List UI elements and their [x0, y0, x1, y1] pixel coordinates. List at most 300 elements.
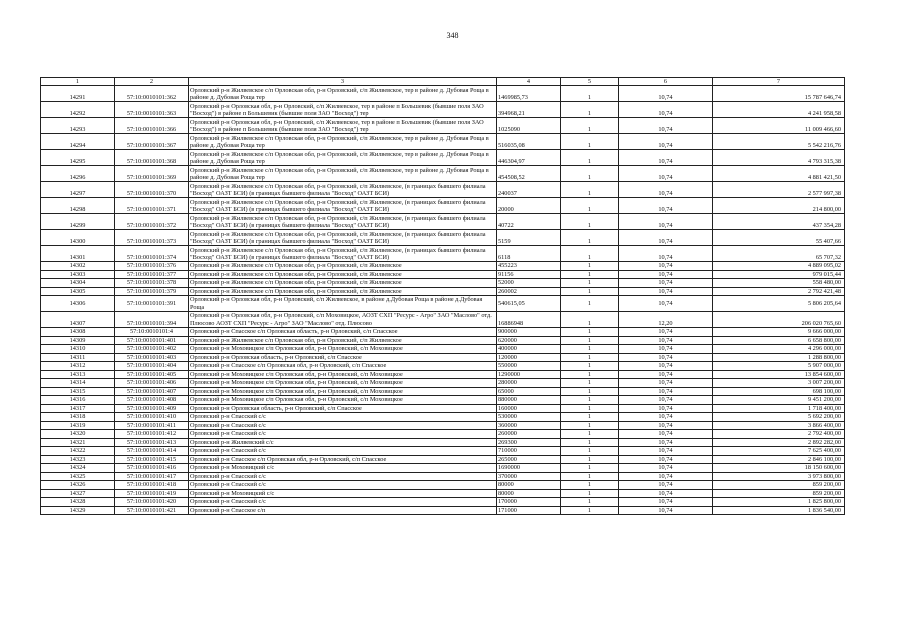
value-cell: 9 451 200,00	[713, 396, 845, 405]
rate-cell: 12,20	[619, 312, 713, 328]
cadastral-number-cell: 57:10:0010101:394	[115, 312, 189, 328]
value-cell: 214 800,00	[713, 198, 845, 214]
area-cell: 360000	[497, 421, 561, 430]
cadastral-number-cell: 57:10:0010101:405	[115, 370, 189, 379]
cadastral-number-cell: 57:10:0010101:362	[115, 86, 189, 102]
area-cell: 446304,97	[497, 150, 561, 166]
count-cell: 1	[561, 150, 619, 166]
area-cell: 240037	[497, 182, 561, 198]
table-row	[41, 279, 845, 288]
table-row	[41, 166, 845, 182]
value-cell: 437 354,28	[713, 214, 845, 230]
row-number-cell: 14297	[41, 182, 115, 198]
rate-cell: 10,74	[619, 270, 713, 279]
row-number-cell: 14293	[41, 118, 115, 134]
rate-cell: 10,74	[619, 279, 713, 288]
table-row	[41, 328, 845, 337]
row-number-cell: 14327	[41, 489, 115, 498]
column-header: 2	[115, 78, 189, 86]
count-cell: 1	[561, 387, 619, 396]
table-row	[41, 262, 845, 271]
rate-cell: 10,74	[619, 262, 713, 271]
cadastral-number-cell: 57:10:0010101:401	[115, 336, 189, 345]
cadastral-number-cell: 57:10:0010101:412	[115, 430, 189, 439]
cadastral-number-cell: 57:10:0010101:378	[115, 279, 189, 288]
cadastral-number-cell: 57:10:0010101:416	[115, 464, 189, 473]
count-cell: 1	[561, 134, 619, 150]
count-cell: 1	[561, 430, 619, 439]
count-cell: 1	[561, 296, 619, 312]
rate-cell: 10,74	[619, 118, 713, 134]
count-cell: 1	[561, 345, 619, 354]
value-cell: 859 200,00	[713, 481, 845, 490]
rate-cell: 10,74	[619, 102, 713, 118]
value-cell: 4 889 095,02	[713, 262, 845, 271]
column-header: 7	[713, 78, 845, 86]
row-number-cell: 14314	[41, 379, 115, 388]
area-cell: 20000	[497, 198, 561, 214]
value-cell: 859 200,00	[713, 489, 845, 498]
rate-cell: 10,74	[619, 230, 713, 246]
address-cell: Орловский р-н Жилвевское с/п Орловская обл, р-н Орловский, с/п Жилвевское, тер в районе д. Дубовая Роща в районе д. Дубовая Роща тер	[189, 150, 497, 166]
count-cell: 1	[561, 379, 619, 388]
area-cell: 269300	[497, 438, 561, 447]
rate-cell: 10,74	[619, 489, 713, 498]
cadastral-number-cell: 57:10:0010101:372	[115, 214, 189, 230]
rate-cell: 10,74	[619, 345, 713, 354]
rate-cell: 10,74	[619, 150, 713, 166]
address-cell: Орловский р-н Жилвевское с/п Орловская обл, р-н Орловский, с/п Жилвевское	[189, 270, 497, 279]
cadastral-number-cell: 57:10:0010101:419	[115, 489, 189, 498]
area-cell: 80000	[497, 489, 561, 498]
cadastral-number-cell: 57:10:0010101:377	[115, 270, 189, 279]
value-cell: 2 792 400,00	[713, 430, 845, 439]
area-cell: 5159	[497, 230, 561, 246]
count-cell: 1	[561, 498, 619, 507]
rate-cell: 10,74	[619, 362, 713, 371]
rate-cell: 10,74	[619, 498, 713, 507]
value-cell: 1 836 540,00	[713, 506, 845, 515]
area-cell: 171000	[497, 506, 561, 515]
address-cell: Орловский р-н Моховицкий с/с	[189, 464, 497, 473]
value-cell: 1 288 800,00	[713, 353, 845, 362]
row-number-cell: 14305	[41, 287, 115, 296]
address-cell: Орловский р-н Спасское с/п Орловская область, р-н Орловский, с/п Спасское	[189, 328, 497, 337]
address-cell: Орловский р-н Жилвевское с/п Орловская обл, р-н Орловский, с/п Жилвевское, тер в районе д. Дубовая Роща в районе д. Дубовая Роща тер	[189, 86, 497, 102]
rate-cell: 10,74	[619, 396, 713, 405]
row-number-cell: 14304	[41, 279, 115, 288]
cadastral-number-cell: 57:10:0010101:409	[115, 404, 189, 413]
count-cell: 1	[561, 421, 619, 430]
table-row	[41, 287, 845, 296]
area-cell: 1690000	[497, 464, 561, 473]
count-cell: 1	[561, 481, 619, 490]
area-cell: 370000	[497, 472, 561, 481]
row-number-cell: 14308	[41, 328, 115, 337]
address-cell: Орловский р-н Жилвевское с/п Орловская обл, р-н Орловский, с/п Жилвевское, тер в районе д. Дубовая Роща в районе д. Дубовая Роща тер	[189, 166, 497, 182]
cadastral-number-cell: 57:10:0010101:421	[115, 506, 189, 515]
cadastral-number-cell: 57:10:0010101:371	[115, 198, 189, 214]
value-cell: 3 973 800,00	[713, 472, 845, 481]
address-cell: Орловский р-н Орловская обл, р-н Орловский, с/п Жилвевское, тер в районе п Большевик (бывшие поля ЗАО "Восход") в районе п Большевик (бывшие поля ЗАО "Восход") тер	[189, 102, 497, 118]
area-cell: 52000	[497, 279, 561, 288]
rate-cell: 10,74	[619, 86, 713, 102]
cadastral-number-cell: 57:10:0010101:411	[115, 421, 189, 430]
table-row	[41, 214, 845, 230]
row-number-cell: 14309	[41, 336, 115, 345]
count-cell: 1	[561, 279, 619, 288]
table-row	[41, 134, 845, 150]
count-cell: 1	[561, 464, 619, 473]
row-number-cell: 14325	[41, 472, 115, 481]
rate-cell: 10,74	[619, 481, 713, 490]
value-cell: 6 658 800,00	[713, 336, 845, 345]
address-cell: Орловский р-н Спасский с/с	[189, 413, 497, 422]
rate-cell: 10,74	[619, 404, 713, 413]
rate-cell: 10,74	[619, 464, 713, 473]
address-cell: Орловский р-н Спасское с/п	[189, 506, 497, 515]
row-number-cell: 14307	[41, 312, 115, 328]
value-cell: 4 241 958,58	[713, 102, 845, 118]
table-row	[41, 396, 845, 405]
area-cell: 40722	[497, 214, 561, 230]
row-number-cell: 14302	[41, 262, 115, 271]
address-cell: Орловский р-н Жилвевское с/п Орловская обл, р-н Орловский, с/п Жилвевское	[189, 279, 497, 288]
row-number-cell: 14320	[41, 430, 115, 439]
value-cell: 979 015,44	[713, 270, 845, 279]
row-number-cell: 14292	[41, 102, 115, 118]
count-cell: 1	[561, 246, 619, 262]
value-cell: 4 881 421,50	[713, 166, 845, 182]
row-number-cell: 14291	[41, 86, 115, 102]
table-row	[41, 353, 845, 362]
rate-cell: 10,74	[619, 379, 713, 388]
address-cell: Орловский р-н Спасский с/с	[189, 481, 497, 490]
cadastral-number-cell: 57:10:0010101:366	[115, 118, 189, 134]
value-cell: 5 692 200,00	[713, 413, 845, 422]
row-number-cell: 14299	[41, 214, 115, 230]
cadastral-number-cell: 57:10:0010101:402	[115, 345, 189, 354]
table-row	[41, 489, 845, 498]
row-number-cell: 14318	[41, 413, 115, 422]
area-cell: 400000	[497, 345, 561, 354]
row-number-cell: 14312	[41, 362, 115, 371]
table-row	[41, 379, 845, 388]
table-header-row	[41, 78, 845, 86]
rate-cell: 10,74	[619, 421, 713, 430]
rate-cell: 10,74	[619, 455, 713, 464]
count-cell: 1	[561, 472, 619, 481]
area-cell: 260000	[497, 430, 561, 439]
value-cell: 5 806 205,64	[713, 296, 845, 312]
row-number-cell: 14313	[41, 370, 115, 379]
row-number-cell: 14303	[41, 270, 115, 279]
row-number-cell: 14326	[41, 481, 115, 490]
address-cell: Орловский р-н Моховицкий с/с	[189, 489, 497, 498]
rate-cell: 10,74	[619, 198, 713, 214]
area-cell: 120000	[497, 353, 561, 362]
area-cell: 260002	[497, 287, 561, 296]
rate-cell: 10,74	[619, 328, 713, 337]
area-cell: 16886948	[497, 312, 561, 328]
value-cell: 18 150 600,00	[713, 464, 845, 473]
value-cell: 7 625 400,00	[713, 447, 845, 456]
count-cell: 1	[561, 270, 619, 279]
address-cell: Орловский р-н Спасский с/с	[189, 430, 497, 439]
rate-cell: 10,74	[619, 182, 713, 198]
address-cell: Орловский р-н Спасское с/п Орловская обл, р-н Орловский, с/п Спасское	[189, 455, 497, 464]
address-cell: Орловский р-н Моховицкое с/п Орловская обл, р-н Орловский, с/п Моховицкое	[189, 379, 497, 388]
rate-cell: 10,74	[619, 506, 713, 515]
row-number-cell: 14321	[41, 438, 115, 447]
column-header: 6	[619, 78, 713, 86]
area-cell: 620000	[497, 336, 561, 345]
table-row	[41, 387, 845, 396]
rate-cell: 10,74	[619, 287, 713, 296]
table-row	[41, 198, 845, 214]
row-number-cell: 14316	[41, 396, 115, 405]
value-cell: 2 792 421,48	[713, 287, 845, 296]
rate-cell: 10,74	[619, 296, 713, 312]
row-number-cell: 14301	[41, 246, 115, 262]
table-row	[41, 296, 845, 312]
row-number-cell: 14296	[41, 166, 115, 182]
table-row	[41, 404, 845, 413]
area-cell: 880000	[497, 396, 561, 405]
table-row	[41, 86, 845, 102]
value-cell: 2 846 100,00	[713, 455, 845, 464]
cadastral-number-cell: 57:10:0010101:370	[115, 182, 189, 198]
rate-cell: 10,74	[619, 447, 713, 456]
table-row	[41, 430, 845, 439]
row-number-cell: 14329	[41, 506, 115, 515]
count-cell: 1	[561, 506, 619, 515]
cadastral-number-cell: 57:10:0010101:408	[115, 396, 189, 405]
row-number-cell: 14294	[41, 134, 115, 150]
column-header: 5	[561, 78, 619, 86]
table-row	[41, 447, 845, 456]
cadastral-number-cell: 57:10:0010101:406	[115, 379, 189, 388]
row-number-cell: 14295	[41, 150, 115, 166]
rate-cell: 10,74	[619, 413, 713, 422]
count-cell: 1	[561, 404, 619, 413]
value-cell: 2 577 997,38	[713, 182, 845, 198]
count-cell: 1	[561, 86, 619, 102]
value-cell: 2 892 282,00	[713, 438, 845, 447]
count-cell: 1	[561, 438, 619, 447]
land-plots-table	[40, 77, 845, 515]
address-cell: Орловский р-н Орловская обл, р-н Орловский, с/п Моховицкое, АОЗТ СХП "Ресурс - Агро" ЗАО "Маслово" отд. Плюсово АОЗТ СХП "Ресурс - Агро" ЗАО "Маслово" отд. Плюсово	[189, 312, 497, 328]
address-cell: Орловский р-н Моховицкое с/п Орловская обл, р-н Орловский, с/п Моховицкое	[189, 370, 497, 379]
rate-cell: 10,74	[619, 438, 713, 447]
table-row	[41, 438, 845, 447]
table-row	[41, 246, 845, 262]
count-cell: 1	[561, 396, 619, 405]
cadastral-number-cell: 57:10:0010101:404	[115, 362, 189, 371]
rate-cell: 10,74	[619, 370, 713, 379]
area-cell: 91156	[497, 270, 561, 279]
table-row	[41, 464, 845, 473]
value-cell: 3 007 200,00	[713, 379, 845, 388]
value-cell: 1 718 400,00	[713, 404, 845, 413]
area-cell: 80000	[497, 481, 561, 490]
value-cell: 55 407,66	[713, 230, 845, 246]
area-cell: 1469985,73	[497, 86, 561, 102]
address-cell: Орловский р-н Спасский с/с	[189, 498, 497, 507]
row-number-cell: 14300	[41, 230, 115, 246]
table-row	[41, 421, 845, 430]
address-cell: Орловский р-н Моховицкое с/п Орловская обл, р-н Орловский, с/п Моховицкое	[189, 396, 497, 405]
row-number-cell: 14310	[41, 345, 115, 354]
row-number-cell: 14319	[41, 421, 115, 430]
table-row	[41, 413, 845, 422]
row-number-cell: 14298	[41, 198, 115, 214]
count-cell: 1	[561, 328, 619, 337]
count-cell: 1	[561, 214, 619, 230]
count-cell: 1	[561, 362, 619, 371]
table-row	[41, 182, 845, 198]
cadastral-number-cell: 57:10:0010101:391	[115, 296, 189, 312]
address-cell: Орловский р-н Жилвевское с/п Орловская обл, р-н Орловский, с/п Жилвевское, тер в районе д. Дубовая Роща в районе д. Дубовая Роща тер	[189, 134, 497, 150]
table-row	[41, 506, 845, 515]
value-cell: 15 787 646,74	[713, 86, 845, 102]
address-cell: Орловский р-н Моховицкое с/п Орловская обл, р-н Орловский, с/п Моховицкое	[189, 387, 497, 396]
address-cell: Орловский р-н Орловская обл, р-н Орловский, с/п Жилвевское, тер в районе п Большевик (бывшие поля ЗАО "Восход") в районе п Большевик (бывшие поля ЗАО "Восход") тер	[189, 118, 497, 134]
value-cell: 698 100,00	[713, 387, 845, 396]
count-cell: 1	[561, 182, 619, 198]
area-cell: 900000	[497, 328, 561, 337]
column-header: 3	[189, 78, 497, 86]
area-cell: 454508,52	[497, 166, 561, 182]
count-cell: 1	[561, 118, 619, 134]
count-cell: 1	[561, 447, 619, 456]
area-cell: 160000	[497, 404, 561, 413]
column-header: 4	[497, 78, 561, 86]
cadastral-number-cell: 57:10:0010101:376	[115, 262, 189, 271]
area-cell: 1025090	[497, 118, 561, 134]
count-cell: 1	[561, 262, 619, 271]
address-cell: Орловский р-н Жилвевское с/п Орловская обл, р-н Орловский, с/п Жилвевское, (в границах бывшего филиала "Восход" ОАЗТ БСИ) (в границах бывшего филиала "Восход" ОАЗТ БСИ)	[189, 246, 497, 262]
row-number-cell: 14317	[41, 404, 115, 413]
table-row	[41, 455, 845, 464]
address-cell: Орловский р-н Моховицкое с/п Орловская обл, р-н Орловский, с/п Моховицкое	[189, 345, 497, 354]
cadastral-number-cell: 57:10:0010101:379	[115, 287, 189, 296]
cadastral-number-cell: 57:10:0010101:374	[115, 246, 189, 262]
count-cell: 1	[561, 312, 619, 328]
count-cell: 1	[561, 230, 619, 246]
column-header: 1	[41, 78, 115, 86]
count-cell: 1	[561, 413, 619, 422]
table-row	[41, 270, 845, 279]
cadastral-number-cell: 57:10:0010101:420	[115, 498, 189, 507]
area-cell: 455223	[497, 262, 561, 271]
page-number: 348	[446, 31, 459, 40]
rate-cell: 10,74	[619, 472, 713, 481]
address-cell: Орловский р-н Жилвевское с/п Орловская обл, р-н Орловский, с/п Жилвевское, (в границах бывшего филиала "Восход" ОАЗТ БСИ) (в границах бывшего филиала "Восход" ОАЗТ БСИ)	[189, 214, 497, 230]
table-row	[41, 472, 845, 481]
area-cell: 394968,21	[497, 102, 561, 118]
table-row	[41, 370, 845, 379]
table-row	[41, 230, 845, 246]
address-cell: Орловский р-н Жилвевское с/п Орловская обл, р-н Орловский, с/п Жилвевское	[189, 262, 497, 271]
count-cell: 1	[561, 287, 619, 296]
address-cell: Орловский р-н Жилвевское с/п Орловская обл, р-н Орловский, с/п Жилвевское	[189, 287, 497, 296]
address-cell: Орловский р-н Орловская область, р-н Орловский, с/п Спасское	[189, 353, 497, 362]
address-cell: Орловский р-н Жилвевское с/п Орловская обл, р-н Орловский, с/п Жилвевское, (в границах бывшего филиала "Восход" ОАЗТ БСИ) (в границах бывшего филиала "Восход" ОАЗТ БСИ)	[189, 230, 497, 246]
rate-cell: 10,74	[619, 214, 713, 230]
area-cell: 530000	[497, 413, 561, 422]
rate-cell: 10,74	[619, 166, 713, 182]
address-cell: Орловский р-н Жилвевское с/п Орловская обл, р-н Орловский, с/п Жилвевское, (в границах бывшего филиала "Восход" ОАЗТ БСИ) (в границах бывшего филиала "Восход" ОАЗТ БСИ)	[189, 198, 497, 214]
area-cell: 1290000	[497, 370, 561, 379]
count-cell: 1	[561, 102, 619, 118]
cadastral-number-cell: 57:10:0010101:369	[115, 166, 189, 182]
area-cell: 710000	[497, 447, 561, 456]
address-cell: Орловский р-н Жилвевское с/п Орловская обл, р-н Орловский, с/п Жилвевское	[189, 336, 497, 345]
address-cell: Орловский р-н Орловская обл, р-н Орловский, с/п Жилвевское, в районе д.Дубовая Роща в районе д.Дубовая Роща	[189, 296, 497, 312]
cadastral-number-cell: 57:10:0010101:367	[115, 134, 189, 150]
cadastral-number-cell: 57:10:0010101:417	[115, 472, 189, 481]
table-row	[41, 118, 845, 134]
cadastral-number-cell: 57:10:0010101:363	[115, 102, 189, 118]
cadastral-number-cell: 57:10:0010101:413	[115, 438, 189, 447]
value-cell: 11 009 466,60	[713, 118, 845, 134]
cadastral-number-cell: 57:10:0010101:368	[115, 150, 189, 166]
area-cell: 6118	[497, 246, 561, 262]
cadastral-number-cell: 57:10:0010101:415	[115, 455, 189, 464]
address-cell: Орловский р-н Жилвевский с/с	[189, 438, 497, 447]
table-row	[41, 312, 845, 328]
table-row	[41, 150, 845, 166]
area-cell: 516035,08	[497, 134, 561, 150]
count-cell: 1	[561, 198, 619, 214]
rate-cell: 10,74	[619, 336, 713, 345]
value-cell: 4 296 000,00	[713, 345, 845, 354]
value-cell: 558 480,00	[713, 279, 845, 288]
value-cell: 9 666 000,00	[713, 328, 845, 337]
count-cell: 1	[561, 336, 619, 345]
area-cell: 280000	[497, 379, 561, 388]
table-row	[41, 362, 845, 371]
value-cell: 65 707,32	[713, 246, 845, 262]
cadastral-number-cell: 57:10:0010101:418	[115, 481, 189, 490]
rate-cell: 10,74	[619, 134, 713, 150]
area-cell: 265000	[497, 455, 561, 464]
count-cell: 1	[561, 370, 619, 379]
row-number-cell: 14322	[41, 447, 115, 456]
value-cell: 1 825 800,00	[713, 498, 845, 507]
rate-cell: 10,74	[619, 353, 713, 362]
address-cell: Орловский р-н Спасский с/с	[189, 472, 497, 481]
table-row	[41, 498, 845, 507]
cadastral-number-cell: 57:10:0010101:410	[115, 413, 189, 422]
value-cell: 5 907 000,00	[713, 362, 845, 371]
rate-cell: 10,74	[619, 430, 713, 439]
row-number-cell: 14328	[41, 498, 115, 507]
table-row	[41, 102, 845, 118]
value-cell: 4 793 315,38	[713, 150, 845, 166]
row-number-cell: 14306	[41, 296, 115, 312]
area-cell: 540615,05	[497, 296, 561, 312]
rate-cell: 10,74	[619, 246, 713, 262]
value-cell: 13 854 600,00	[713, 370, 845, 379]
cadastral-number-cell: 57:10:0010101:403	[115, 353, 189, 362]
row-number-cell: 14311	[41, 353, 115, 362]
table-row	[41, 336, 845, 345]
count-cell: 1	[561, 455, 619, 464]
row-number-cell: 14324	[41, 464, 115, 473]
row-number-cell: 14315	[41, 387, 115, 396]
